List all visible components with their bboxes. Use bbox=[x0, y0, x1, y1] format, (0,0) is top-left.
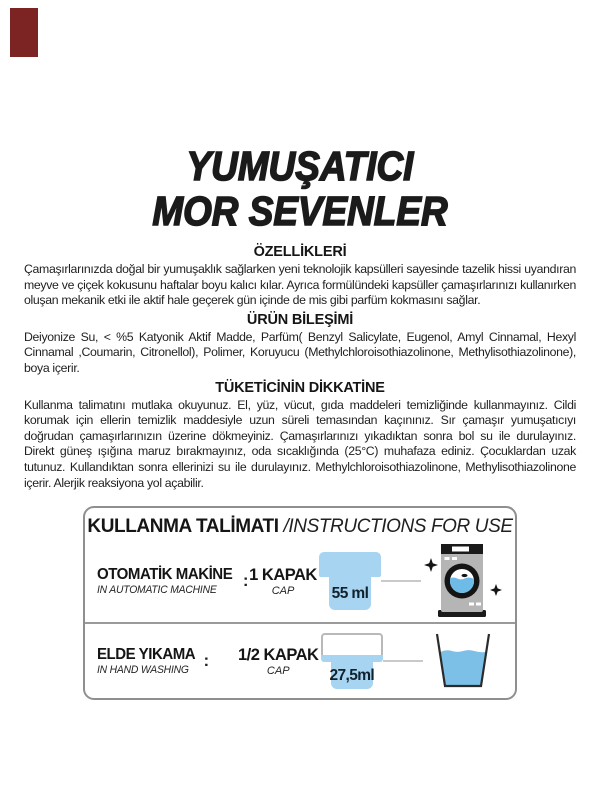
cap-amount-27-5ml: 27,5ml bbox=[329, 666, 375, 684]
section-heading-composition: ÜRÜN BİLEŞİMİ bbox=[246, 311, 354, 328]
method-automatic-label-tr: OTOMATİK MAKİNE bbox=[97, 566, 233, 584]
product-title-line1: YUMUŞATICI bbox=[186, 143, 414, 189]
dose-automatic-label: 1 KAPAK bbox=[249, 565, 317, 584]
instruction-row-automatic-machine bbox=[85, 540, 515, 622]
method-hand-wash bbox=[97, 646, 236, 676]
method-automatic-colon: : bbox=[242, 571, 249, 591]
method-automatic-label-en: IN AUTOMATIC MACHINE bbox=[97, 584, 217, 597]
connector-dash-icon bbox=[383, 660, 424, 662]
product-title-line2: MOR SEVENLER bbox=[152, 188, 448, 234]
cap-amount-55ml: 55 ml bbox=[331, 584, 369, 602]
washing-machine-icon bbox=[421, 542, 503, 620]
section-body-composition: Deiyonize Su, < %5 Katyonik Aktif Madde, Parfüm( Benzyl Salicylate, Eugenol, Amyl Cinnamal, Hexyl Cinnamal ,Coumarin, Citronellol), Polimer, Koruyucu (Methylchloroisothiazolinone, Methylisothiazolinone), boya içerir. bbox=[24, 329, 576, 375]
corner-tag bbox=[10, 8, 38, 57]
dose-hand-wash-sublabel: CAP bbox=[266, 664, 290, 677]
instruction-row-hand-washing bbox=[85, 624, 515, 698]
product-title bbox=[30, 144, 570, 234]
dose-hand-wash bbox=[236, 646, 321, 677]
hand-wash-basin-icon bbox=[423, 632, 503, 690]
instructions-box bbox=[83, 506, 517, 700]
measuring-cap-full-icon bbox=[319, 552, 381, 610]
section-heading-consumer-notice: TÜKETİCİNİN DİKKATİNE bbox=[215, 379, 385, 396]
section-body-features: Çamaşırlarınızda doğal bir yumuşaklık sağlarken yeni teknolojik kapsülleri sayesinde tazelik hissi uyandıran meyve ve çiçek kokusunu haftalar boyu kalıcı kılar. Ayrıca formülündeki kapsüller çamaşırlarınızı kullanırken oluşan mekanik etki ile aktif hale geçerek gün içinde de mis gibi parfüm kokmasını sağlar. bbox=[24, 262, 576, 308]
method-automatic bbox=[97, 566, 247, 596]
method-hand-wash-label-en: IN HAND WASHING bbox=[97, 664, 189, 677]
instructions-header bbox=[85, 508, 515, 540]
method-hand-wash-label-tr: ELDE YIKAMA bbox=[97, 646, 196, 664]
dose-automatic-sublabel: CAP bbox=[271, 584, 295, 597]
instructions-title-en: /INSTRUCTIONS FOR USE bbox=[283, 516, 513, 538]
connector-dash-icon bbox=[381, 580, 421, 582]
instructions-title-tr: KULLANMA TALİMATI bbox=[87, 516, 284, 538]
section-heading-features: ÖZELLİKLERİ bbox=[253, 244, 347, 260]
measuring-cap-half-icon bbox=[321, 633, 383, 689]
dose-hand-wash-label: 1/2 KAPAK bbox=[238, 645, 319, 664]
label-text-column bbox=[24, 244, 576, 491]
section-body-consumer-notice: Kullanma talimatını mutlaka okuyunuz. El, yüz, vücut, gıda maddeleri temizliğinde kullanmayınız. Cildi korumak için ellerin temizlik maddesiyle uzun süreli temasından kaçınınız. Sır çamaşır yumuşatıcıyı doğrudan çamaşırlarınızın üzerine dökmeyiniz. Çamaşırlarınızı yıkadıktan sonra bol su ile durulayınız. Direkt güneş ışığına maruz bırakmayınız, oda sıcaklığında (25°C) muhafaza ediniz. Çocuklardan uzak tutunuz. Kullandıktan sonra ellerinizi su ile durulayınız. Methylchloroisothiazolinone, Methylisothiazolinone içerir. Alerjik reaksiyona yol açabilir. bbox=[24, 397, 576, 490]
method-hand-wash-colon: : bbox=[203, 651, 210, 671]
dose-automatic bbox=[247, 566, 319, 597]
